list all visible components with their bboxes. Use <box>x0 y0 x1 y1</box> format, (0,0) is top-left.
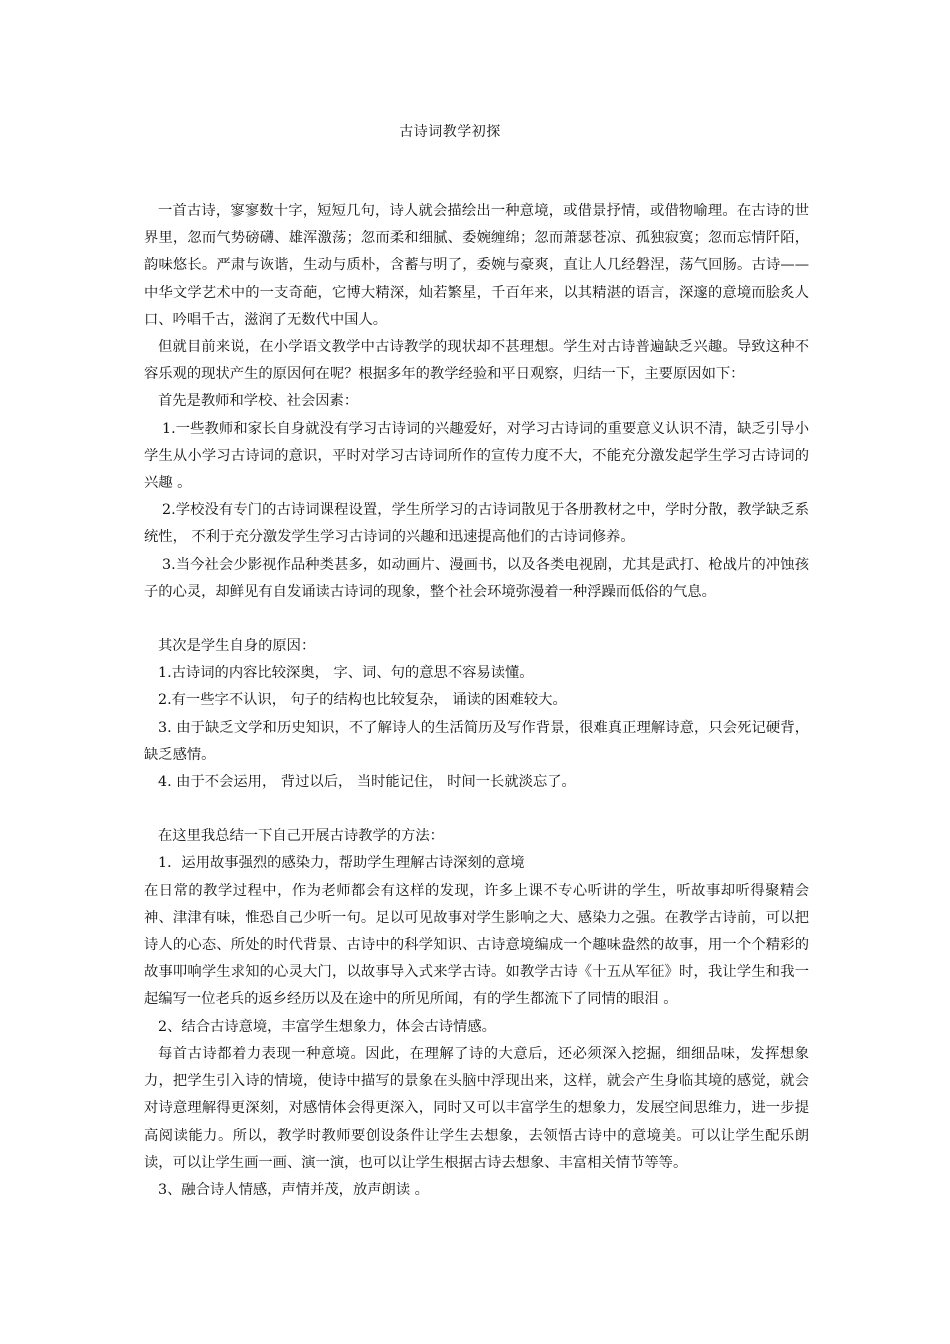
section-heading: 首先是教师和学校、社会因素： <box>158 393 359 410</box>
list-item: 3.当今社会少影视作品种类甚多，如动画片、漫画书，以及各类电视剧，尤其是武打、枪战片的冲蚀孩子的心灵，却鲜见有自发诵读古诗词的现象，整个社会环境弥漫着一种浮躁而低俗的气息。 <box>144 556 809 600</box>
list-item: 2.学校没有专门的古诗词课程设置，学生所学习的古诗词散见于各册教材之中，学时分散，教学缺乏系统性， 不利于充分激发学生学习古诗词的兴趣和迅速提高他们的古诗词修养。 <box>144 502 809 546</box>
list-item: 4. 由于不会运用， 背过以后， 当时能记住， 时间一长就淡忘了。 <box>158 774 576 791</box>
blank-line <box>144 796 809 823</box>
paragraph: 但就目前来说，在小学语文教学中古诗教学的现状却不甚理想。学生对古诗普遍缺乏兴趣。导致这种不容乐观的现状产生的原因何在呢？根据多年的教学经验和平日观察，归结一下，主要原因如下： <box>144 339 809 383</box>
paragraph: 在日常的教学过程中，作为老师都会有这样的发现，许多上课不专心听讲的学生，听故事却听得聚精会神、津津有味，惟恐自己少听一句。足以可见故事对学生影响之大、感染力之强。在教学古诗前，可以把诗人的心态、所处的时代背景、古诗中的科学知识、古诗意境编成一个趣味盎然的故事，用一个个精彩的故事叩响学生求知的心灵大门，以故事导入式来学古诗。如教学古诗《十五从军征》时，我让学生和我一起编写一位老兵的返乡经历以及在途中的所见所闻，有的学生都流下了同情的眼泪 。 <box>144 882 809 1008</box>
method-heading: 2、结合古诗意境，丰富学生想象力，体会古诗情感。 <box>158 1018 496 1035</box>
list-item: 2.有一些字不认识， 句子的结构也比较复杂， 诵读的困难较大。 <box>158 692 567 709</box>
section-heading: 其次是学生自身的原因： <box>158 638 316 655</box>
list-item: 3. 由于缺乏文学和历史知识，不了解诗人的生活简历及写作背景，很难真正理解诗意，只会死记硬背，缺乏感情。 <box>144 719 809 763</box>
list-item: 1.一些教师和家长自身就没有学习古诗词的兴趣爱好，对学习古诗词的重要意义认识不清，缺乏引导小学生从小学习古诗词的意识，平时对学习古诗词所作的宣传力度不大，不能充分激发起学生学习古诗词的兴趣 。 <box>144 420 809 492</box>
section-heading: 在这里我总结一下自己开展古诗教学的方法： <box>158 828 444 845</box>
paragraph: 每首古诗都着力表现一种意境。因此，在理解了诗的大意后，还必须深入挖掘，细细品味，发挥想象力，把学生引入诗的情境，使诗中描写的景象在头脑中浮现出来，这样，就会产生身临其境的感觉，就会对诗意理解得更深刻，对感情体会得更深入，同时又可以丰富学生的想象力，发展空间思维力，进一步提高阅读能力。所以，教学时教师要创设条件让学生去想象，去领悟古诗中的意境美。可以让学生配乐朗读，可以让学生画一画、演一演，也可以让学生根据古诗去想象、丰富相关情节等等。 <box>144 1045 809 1171</box>
document-body <box>144 198 809 1204</box>
document-title: 古诗词教学初探 <box>399 124 501 140</box>
list-item: 1.古诗词的内容比较深奥， 字、词、句的意思不容易读懂。 <box>158 665 534 682</box>
paragraph: 一首古诗，寥寥数十字，短短几句，诗人就会描绘出一种意境，或借景抒情，或借物喻理。在古诗的世界里，忽而气势磅礴、雄浑激荡；忽而柔和细腻、委婉缠绵；忽而萧瑟苍凉、孤独寂寞；忽而忘情阡陌，韵味悠长。严肃与诙谐，生动与质朴，含蓄与明了，委婉与豪爽，直让人几经磐涅，荡气回肠。古诗——中华文学艺术中的一支奇葩，它博大精深，灿若繁星，千百年来，以其精湛的语言，深邃的意境而脍炙人口、吟唱千古，滋润了无数代中国人。 <box>144 203 809 328</box>
method-heading: 1．运用故事强烈的感染力，帮助学生理解古诗深刻的意境 <box>158 855 525 872</box>
blank-line <box>144 606 809 633</box>
method-heading: 3、融合诗人情感，声情并茂，放声朗读 。 <box>158 1181 429 1198</box>
